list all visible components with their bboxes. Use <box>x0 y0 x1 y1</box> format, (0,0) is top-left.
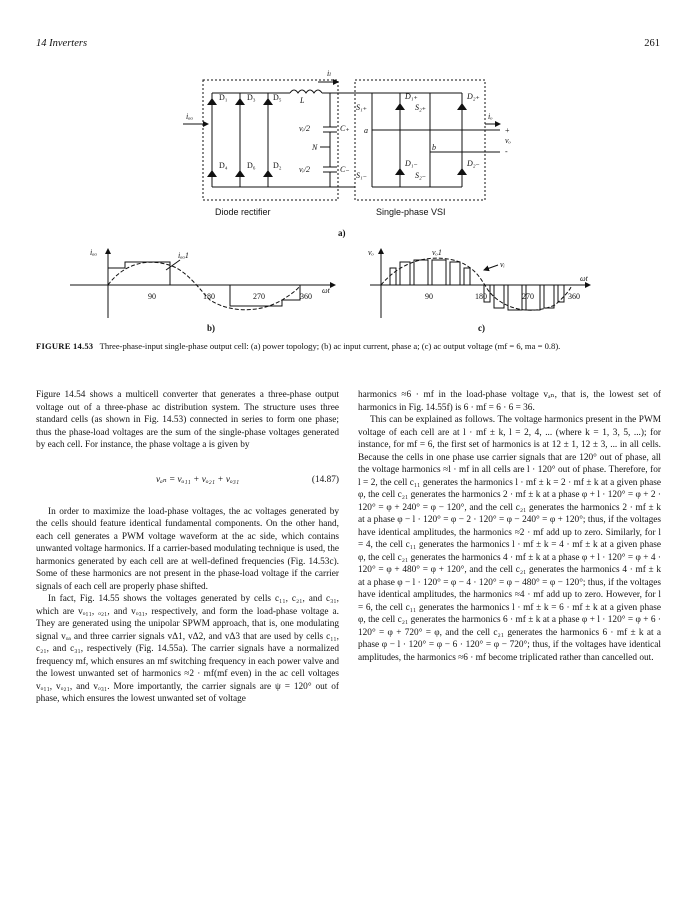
left-plot-xlabel: ωt <box>322 286 330 295</box>
left-plot-tick-360: 360 <box>300 292 312 301</box>
label-d3: D₃ <box>247 93 256 102</box>
running-head: 14 Inverters <box>36 38 88 49</box>
right-plot-tick-90: 90 <box>425 292 433 301</box>
label-vi2-top: vᵢ/2 <box>299 124 311 133</box>
label-d6: D₆ <box>247 161 256 170</box>
label-a: a <box>364 126 368 135</box>
equation-expression: vₐₙ = vₒ₁₁ + vₒ₂₁ + vₒ₃₁ <box>156 474 240 485</box>
subfigure-c-label: c) <box>478 323 485 333</box>
left-column <box>36 389 339 706</box>
label-s2m: S₂₋ <box>415 171 427 180</box>
label-s2p: S₂₊ <box>415 103 427 112</box>
inductor-L <box>290 90 322 93</box>
vsi-box <box>355 80 485 200</box>
vsi-label: Single-phase VSI <box>376 207 446 217</box>
caption-text: Three-phase-input single-phase output cell: (a) power topology; (b) ac input current, phase a; (c) ac output voltage (mf = 6, ma = 0.8). <box>99 341 561 351</box>
equation-number: (14.87) <box>311 474 339 485</box>
label-io: iₒ <box>488 112 493 121</box>
left-plot-tick-90: 90 <box>148 292 156 301</box>
left-paragraph-3: In fact, Fig. 14.55 shows the voltages generated by cells c₁₁, c₂₁, and c₃₁, which are vₒ₁₁, ₒ₂₁, and vₒ₃₁, respectively, and form the load-phase voltage a. They are generated using the unipolar SPWM approach, that is, one modulating signal vₒₐ and three carrier signals vΔ1, vΔ2, and vΔ3 that are used by cells c₁₁, c₂₁, and c₃₁, respectively (Fig. 14.55a). The carrier signals have a normalized frequency mf, which ensures an mf switching frequency in each power valve and the lowest unwanted set of harmonics ≈2 · mf(mf even) in the ac cell voltages vₒ₁₁, vₒ₂₁, and vₒ₃₁. More importantly, the carrier signals are ψ = 120° out of phase, which ensures the lowest unwanted set of voltage <box>36 594 339 704</box>
label-s1p: S₁₊ <box>356 103 368 112</box>
power-topology-diagram <box>183 80 500 200</box>
diode-rectifier-label: Diode rectifier <box>215 207 271 217</box>
label-n: N <box>312 143 318 152</box>
page-number: 261 <box>644 38 660 49</box>
left-plot-tick-180: 180 <box>203 292 215 301</box>
diode-symbols <box>207 98 467 177</box>
label-d1m: D₁₋ <box>405 159 418 168</box>
label-d4: D₄ <box>219 161 228 170</box>
right-plot-xlabel: ωt <box>580 274 588 283</box>
label-d5: D₅ <box>273 93 282 102</box>
left-paragraph-1: Figure 14.54 shows a multicell converter that generates a three-phase output voltage out of a three-phase ac distribution system. The structure uses three standard cells (as shown in Fig. 14.53) connected in series to form one phase; thus the phase-load voltages are the sum of the single-phase voltages generated by each cell. For instance, the phase voltage a is given by <box>36 390 339 450</box>
caption-label: FIGURE 14.53 <box>36 341 94 351</box>
label-s1m: S₁₋ <box>356 171 368 180</box>
label-d2m: D₂₋ <box>467 159 480 168</box>
vi-arrow <box>484 265 498 270</box>
right-plot-vi: vᵢ <box>500 260 505 269</box>
left-plot-ylabel: iₐₐ <box>90 248 97 257</box>
label-cp: C₊ <box>340 124 350 133</box>
subfigure-a-label: a) <box>338 228 346 238</box>
label-d2p: D₂₊ <box>467 92 480 101</box>
label-vi2-bot: vᵢ/2 <box>299 165 311 174</box>
label-b: b <box>432 143 436 152</box>
label-il: iₗ <box>327 69 332 78</box>
right-plot-tick-360: 360 <box>568 292 580 301</box>
right-plot-tick-180: 180 <box>475 292 487 301</box>
figure-14-53 <box>0 0 696 340</box>
output-voltage-plot <box>370 249 590 318</box>
label-d2: D₂ <box>273 161 282 170</box>
left-plot-tick-270: 270 <box>253 292 265 301</box>
left-plot-fund: iₐₐ1 <box>178 251 189 260</box>
figure-caption <box>36 340 660 352</box>
right-plot-ylabel: vₒ <box>368 248 374 257</box>
left-paragraph-2: In order to maximize the load-phase voltages, the ac voltages generated by the cells should feature identical fundamental components. On the other hand, each cell generates a PWM voltage waveform at the ac side, which contains unwanted voltage harmonics. If a carrier-based modulating technique is used, the harmonics generated by each cell are at well-defined frequencies (Fig. 14.53c). Some of these harmonics are not present in the phase-load voltage if the carrier signals of each cell are properly phase shifted. <box>36 506 339 592</box>
right-column <box>358 389 661 664</box>
label-ia: iₐₐ <box>186 112 193 121</box>
label-plus: + <box>505 126 510 135</box>
right-paragraph-1: harmonics ≈6 · mf in the load-phase voltage vₐₙ, that is, the lowest set of harmonics in Fig. 14.55f) is 6 · mf = 6 · 6 = 36. <box>358 390 661 413</box>
label-vo: vₒ <box>505 136 511 145</box>
label-cm: C₋ <box>340 165 350 174</box>
fundamental-curve <box>108 262 300 310</box>
subfigure-b-label: b) <box>207 323 216 333</box>
label-d1: D₁ <box>219 93 228 102</box>
label-d1p: D₁₊ <box>405 92 418 101</box>
right-plot-tick-270: 270 <box>522 292 534 301</box>
input-current-plot <box>70 249 335 318</box>
equation-14-87 <box>36 458 339 502</box>
right-plot-fund: vₒ1 <box>432 248 442 257</box>
label-L: L <box>300 96 305 105</box>
label-minus: - <box>505 147 508 156</box>
right-paragraph-2: This can be explained as follows. The voltage harmonics present in the PWM voltage of each cell are at l · mf ± k, l = 2, 4, ... (where k = 1, 3, 5, ...); for instance, for mf = 6, the first set of harmonics is at 12 ± 1, 12 ± 3, ... in all cells. Because the cells in one phase use carrier signals that are 120° out of phase, all the voltage harmonics ≈l · mf in all cells are l · 120° out of phase. Therefore, for l = 2, the cell c₁₁ generates the harmonics l · mf ± k = 2 · mf ± k at a given phase φ, the cell c₂₁ generates the harmonics 2 · mf ± k at a phase φ + l · 120° = φ + 2 · 120° = φ + 240° = φ − 120°, and the cell c₂₁ generates the harmonics 2 · mf ± k at a phase φ − l · 120° = φ − 2 · 120° = φ − 240° = φ + 120°; thus, if the voltages have identical amplitudes, the harmonics ≈2 · mf add up to zero. Similarly, for l = 4, the cell c₁₁ generates the harmonics l · mf ± k = 4 · mf ± k at a given phase φ, the cell c₂₁ generates the harmonics 4 · mf ± k at a phase φ + l · 120° = φ + 4 · 120° = φ + 480° = φ + 120°, and the cell c₂₁ generates the harmonics 4 · mf ± k at a phase φ − l · 120° = φ − 4 · 120° = φ − 480° = φ − 120°; thus, if the voltages have identical amplitudes, the harmonics ≈4 · mf add up to zero. However, for l = 6, the cell c₁₁ generates the harmonics l · mf ± k = 6 · mf ± k at a given phase φ, the cell c₂₁ generates the harmonics 6 · mf ± k at a phase φ + l · 120° = φ + 6 · 120° = φ + 720° = φ, and the cell c₂₁ generates the harmonics 6 · mf ± k at a phase φ − l · 120° = φ − 6 · 120° = φ − 720°; thus, if the voltages have identical amplitudes, the harmonics ≈6 · mf become triplicated rather than cancelled out. <box>358 415 661 663</box>
